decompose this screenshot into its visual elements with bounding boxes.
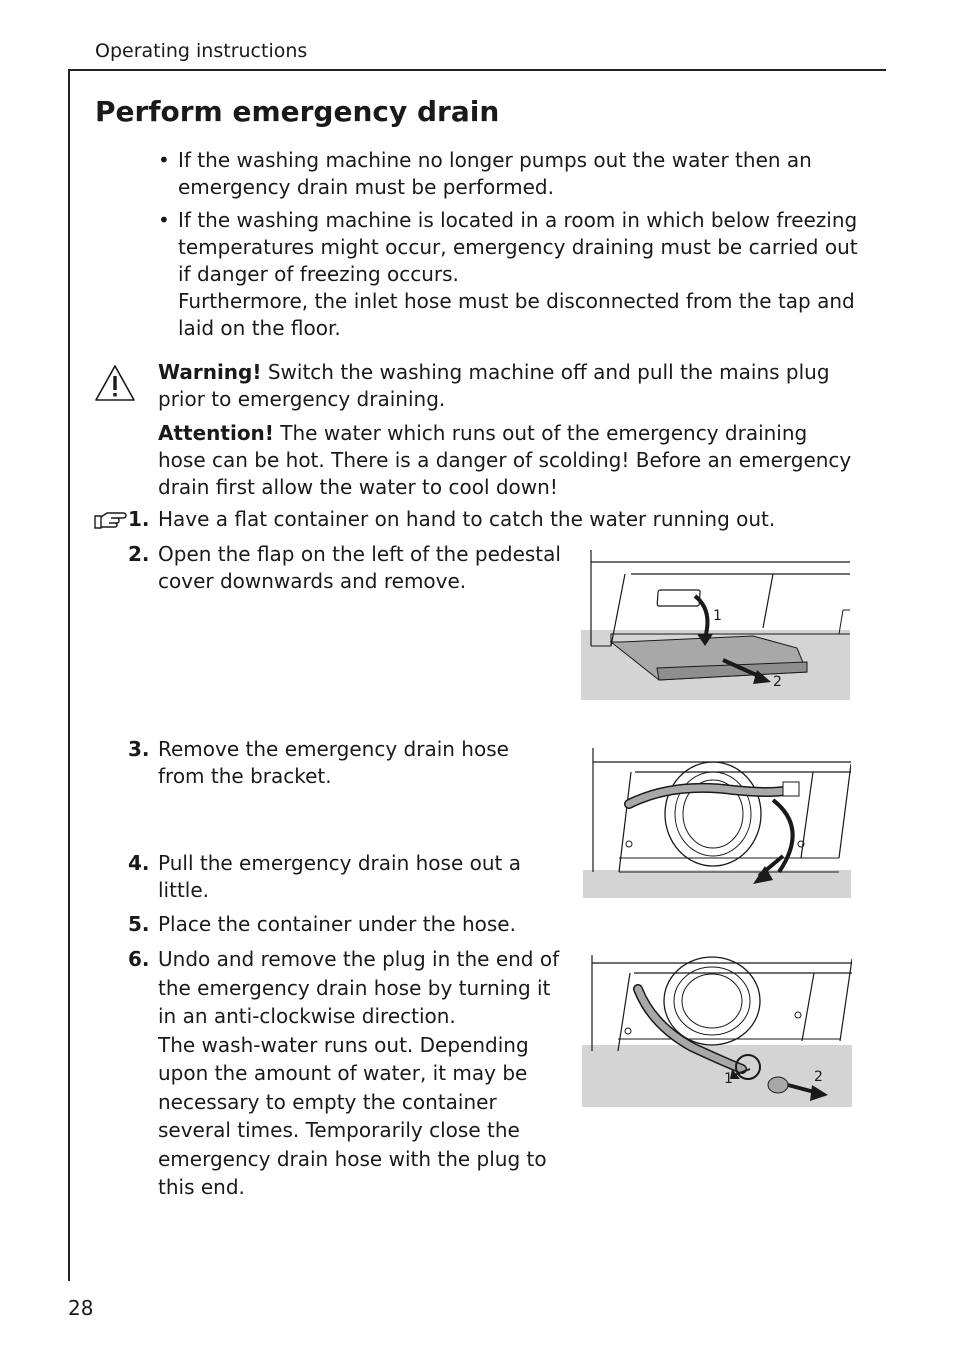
figure-callout: 2 (814, 1069, 823, 1085)
bullet-item (158, 147, 863, 201)
bullet-dot: • (158, 148, 170, 172)
step-text: Have a flat container on hand to catch the water running out. (158, 507, 776, 531)
bullet-text: If the washing machine no longer pumps out the water then an emergency drain must be performed. (178, 148, 812, 199)
step-item (128, 736, 558, 790)
warning-paragraph (158, 359, 858, 413)
step-item (128, 945, 568, 1202)
warning-triangle-icon (94, 364, 136, 402)
step-text: Undo and remove the plug in the end of the emergency drain hose by turning it in an anti-clockwise direction. (158, 947, 560, 1028)
step-item (128, 506, 868, 533)
attention-label: Attention! (158, 421, 274, 445)
step-item (128, 541, 568, 595)
step-text: Place the container under the hose. (158, 912, 516, 936)
step-extra-text: The wash-water runs out. Depending upon the amount of water, it may be necessary to empty the container several times. Temporarily close the emergency drain hose with the plug to this end. (158, 1032, 547, 1199)
step-number: 2. (128, 542, 150, 566)
figure-remove-hose (583, 748, 851, 898)
bullet-extra-text: Furthermore, the inlet hose must be disconnected from the tap and laid on the floor. (178, 289, 855, 340)
warning-text: Switch the washing machine off and pull the mains plug prior to emergency draining. (158, 360, 830, 411)
step-text: Open the flap on the left of the pedestal cover downwards and remove. (158, 542, 561, 593)
pointing-hand-icon (93, 508, 129, 532)
step-text: Pull the emergency drain hose out a little. (158, 851, 521, 902)
header-rule (68, 69, 886, 71)
figure-callout: 1 (713, 608, 722, 624)
step-number: 4. (128, 851, 150, 875)
figure-callout: 2 (773, 674, 782, 690)
warning-label: Warning! (158, 360, 262, 384)
page-title: Perform emergency drain (95, 95, 500, 128)
step-number: 5. (128, 912, 150, 936)
bullet-item (158, 207, 863, 342)
page-number: 28 (68, 1296, 94, 1320)
attention-paragraph (158, 420, 858, 501)
running-header: Operating instructions (95, 40, 308, 62)
step-text: Remove the emergency drain hose from the bracket. (158, 737, 509, 788)
step-item (128, 850, 573, 904)
margin-rule (68, 69, 70, 1281)
figure-open-flap (581, 550, 850, 702)
figure-callout: 1 (724, 1071, 733, 1087)
step-number: 1. (128, 507, 150, 531)
attention-text: The water which runs out of the emergency draining hose can be hot. There is a danger of scolding! Before an emergency drain first allow the water to cool down! (158, 421, 852, 499)
bullet-dot: • (158, 208, 170, 232)
step-item (128, 911, 568, 938)
bullet-text: If the washing machine is located in a room in which below freezing temperatures might occur, emergency draining must be carried out if danger of freezing occurs. (178, 208, 858, 286)
step-number: 6. (128, 947, 150, 971)
figure-undo-plug (582, 955, 852, 1107)
step-number: 3. (128, 737, 150, 761)
